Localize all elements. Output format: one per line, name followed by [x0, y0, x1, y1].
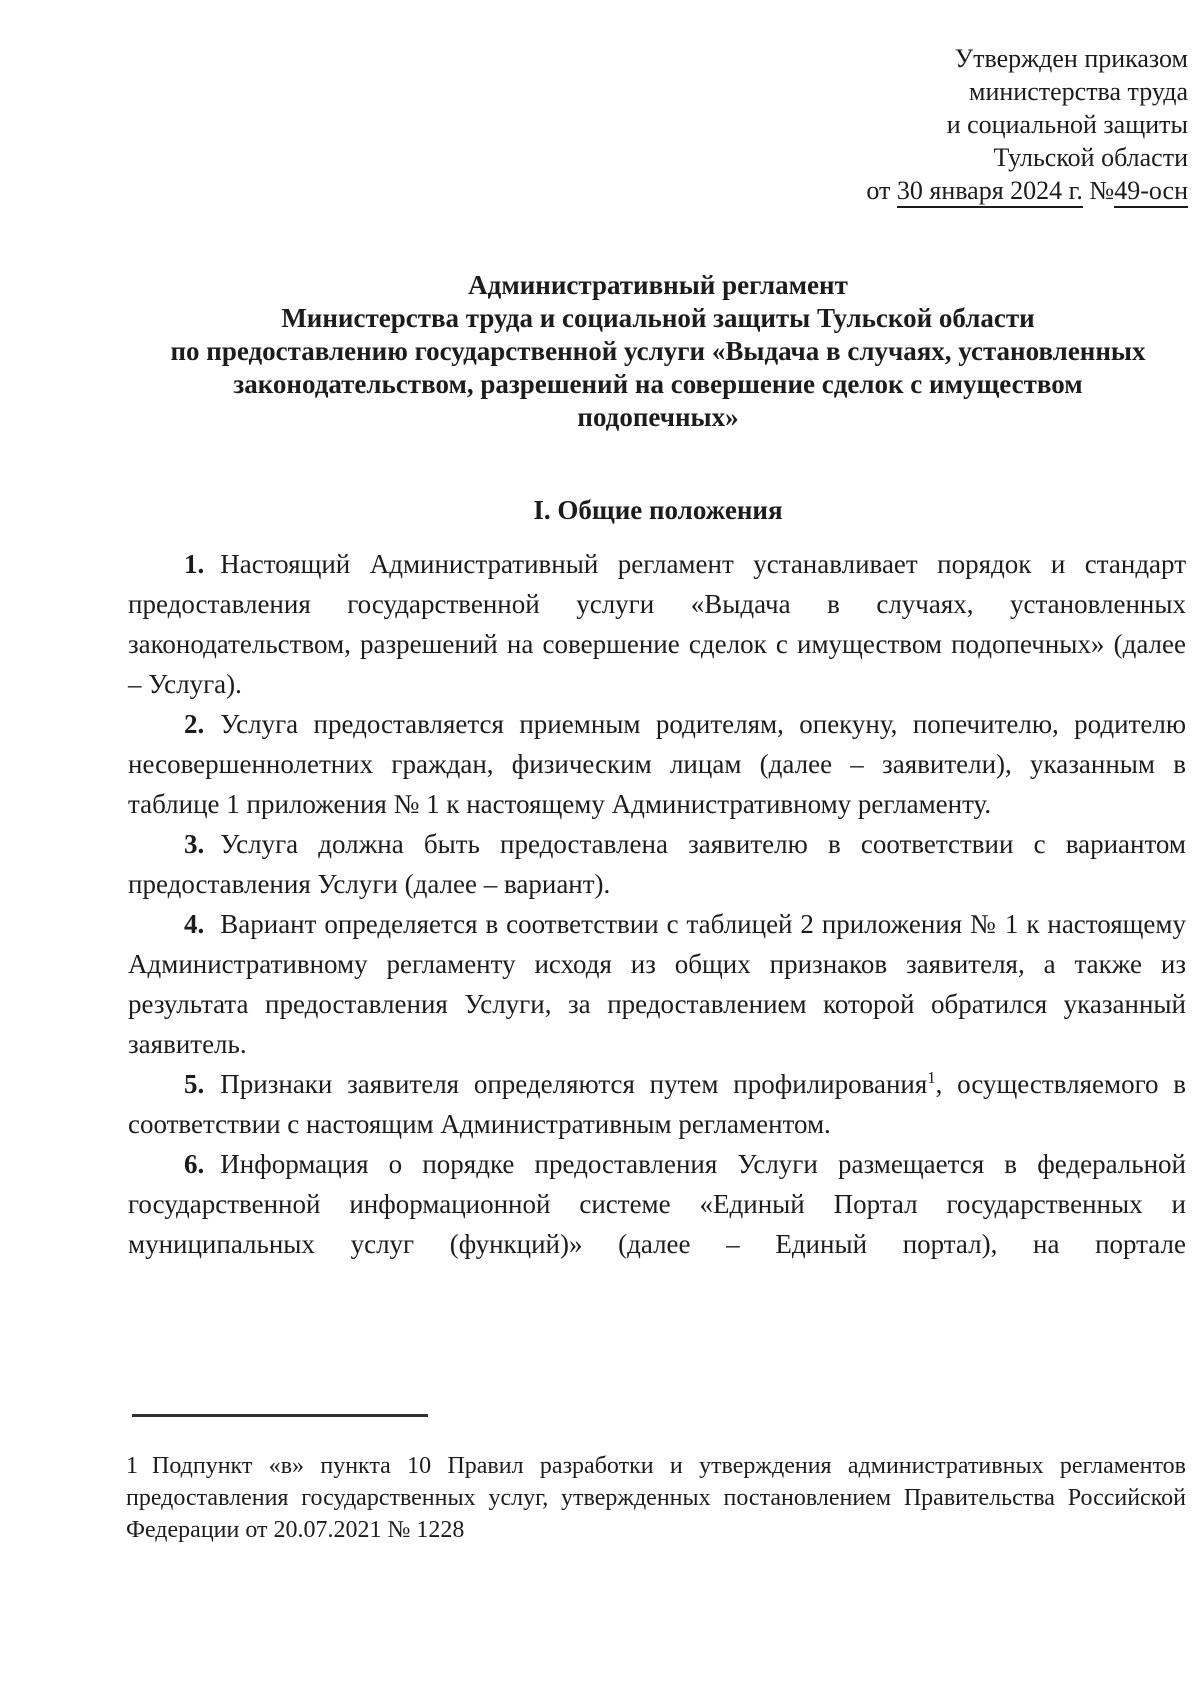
title-line: подопечных» [577, 402, 739, 432]
approval-line: министерства труда [969, 77, 1188, 106]
title-line: Министерства труда и социальной защиты Тульской области [281, 303, 1035, 333]
section-heading: I. Общие положения [533, 495, 783, 525]
paragraph-5 [128, 1064, 1186, 1144]
order-date: 30 января 2024 г. [897, 176, 1083, 208]
paragraph-1 [128, 544, 1186, 704]
approval-order-line [866, 174, 1188, 207]
approval-line: и социальной защиты [946, 110, 1188, 139]
order-number-sign: № [1082, 176, 1115, 205]
title-line: законодательством, разрешений на совершение сделок с имуществом [233, 369, 1083, 399]
order-prefix: от [866, 176, 897, 205]
approval-line: Утвержден приказом [954, 44, 1188, 73]
paragraph-number: 6. [184, 1149, 205, 1179]
paragraph-number: 1. [184, 549, 205, 579]
body-text [128, 544, 1186, 1264]
paragraph-text: Услуга предоставляется приемным родителям, опекуну, попечителю, родителю несовершеннолетних граждан, физическим лицам (далее – заявители), указанным в таблице 1 приложения № 1 к настоящему Административному регламенту. [128, 709, 1186, 819]
approval-line: Тульской области [993, 143, 1188, 172]
order-number: 49-осн [1114, 176, 1188, 208]
paragraph-text: Признаки заявителя определяются путем профилирования [220, 1069, 928, 1099]
paragraph-number: 4. [184, 909, 205, 939]
paragraph-4 [128, 904, 1186, 1064]
paragraph-text: Услуга должна быть предоставлена заявителю в соответствии с вариантом предоставления Услуги (далее – вариант). [128, 829, 1186, 899]
paragraph-6 [128, 1144, 1186, 1264]
paragraph-number: 2. [184, 709, 205, 739]
title-line: Административный регламент [468, 270, 848, 300]
paragraph-number: 5. [184, 1069, 205, 1099]
footnote-reference: 1 [927, 1068, 936, 1087]
footnote-marker: 1 [126, 1453, 138, 1479]
title-line: по предоставлению государственной услуги «Выдача в случаях, установленных [170, 336, 1146, 366]
footnote-text: Подпункт «в» пункта 10 Правил разработки и утверждения административных регламентов предоставления государственных услуг, утвержденных постановлением Правительства Российской Федерации от 20.07.2021 № 1228 [126, 1453, 1186, 1543]
paragraph-text: , осуществляемого в соответствии с настоящим Административным регламентом. [128, 1069, 1186, 1139]
footnote-divider [132, 1414, 428, 1417]
paragraph-text: Настоящий Административный регламент устанавливает порядок и стандарт предоставления государственной услуги «Выдача в случаях, установленных законодательством, разрешений на совершение сделок с имуществом подопечных» (далее – Услуга). [128, 549, 1186, 699]
approval-block [866, 42, 1188, 207]
paragraph-number: 3. [184, 829, 205, 859]
paragraph-text: Информация о порядке предоставления Услуги размещается в федеральной государственной информационной системе «Единый Портал государственных и муниципальных услуг (функций)» (далее – Единый портал), на портале [128, 1149, 1186, 1259]
paragraph-2 [128, 704, 1186, 824]
document-title [128, 269, 1188, 434]
paragraph-text: Вариант определяется в соответствии с таблицей 2 приложения № 1 к настоящему Административному регламенту исходя из общих признаков заявителя, а также из результата предоставления Услуги, за предоставлением которой обратился указанный заявитель. [128, 909, 1186, 1059]
footnote [126, 1450, 1186, 1546]
paragraph-3 [128, 824, 1186, 904]
